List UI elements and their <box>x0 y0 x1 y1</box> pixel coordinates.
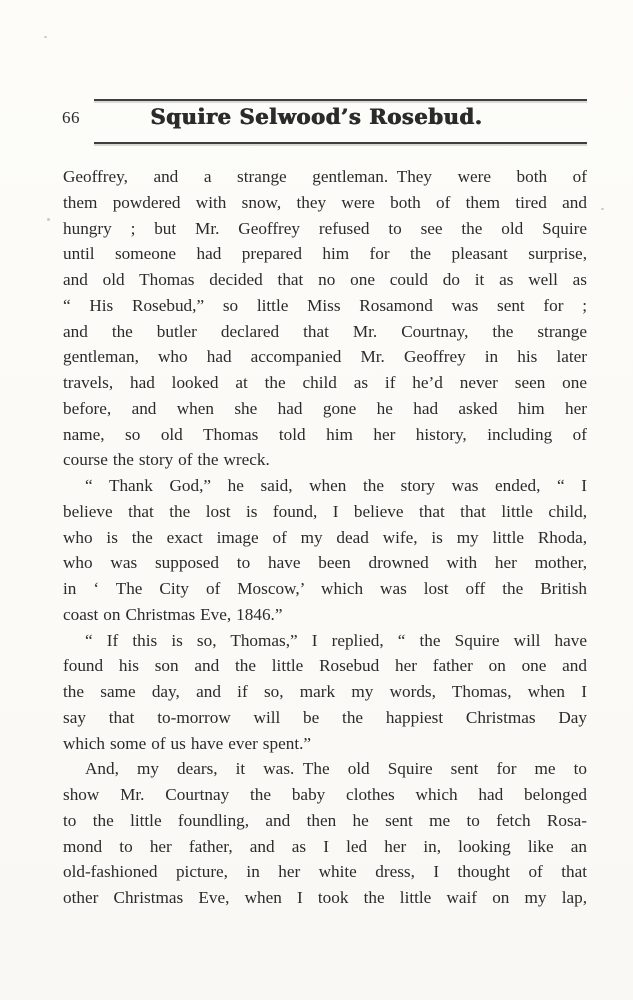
text-line: travels, had looked at the child as if he’d never seen one <box>63 373 587 392</box>
header-rule-top <box>94 99 587 101</box>
text-line: show Mr. Courtnay the baby clothes which had belonged <box>63 785 587 804</box>
text-line: Geoffrey, and a strange gentleman. They were both of <box>63 167 587 186</box>
text-line: who was supposed to have been drowned with her mother, <box>63 553 587 573</box>
scan-speck <box>601 208 604 210</box>
text-line: course the story of the wreck. <box>63 450 270 470</box>
text-line: found his son and the little Rosebud her father on one and <box>63 656 587 676</box>
text-line: coast on Christmas Eve, 1846.” <box>63 604 283 624</box>
text-line: gentleman, who had accompanied Mr. Geoffrey in his later <box>63 347 587 367</box>
text-line: before, and when she had gone he had asked him her <box>63 398 587 418</box>
text-line: “ Thank God,” he said, when the story was ended, “ I <box>85 476 587 495</box>
text-line: in ‘ The City of Moscow,’ which was lost off the British <box>63 579 587 598</box>
scan-speck <box>47 218 50 221</box>
text-line: old-fashioned picture, in her white dress, I thought of that <box>63 862 587 882</box>
running-header-title: Squire Selwood’s Rosebud. <box>150 104 483 129</box>
scan-speck <box>44 36 47 38</box>
text-line: and the butler declared that Mr. Courtnay, the strange <box>63 321 587 341</box>
text-line: to the little foundling, and then he sent me to fetch Rosa- <box>63 810 587 830</box>
page-body <box>63 164 587 911</box>
text-line: “ His Rosebud,” so little Miss Rosamond was sent for ; <box>63 295 587 315</box>
text-line: believe that the lost is found, I believe that that little child, <box>63 501 587 521</box>
text-line: say that to-morrow will be the happiest Christmas Day <box>63 707 587 727</box>
text-line: until someone had prepared him for the pleasant surprise, <box>63 244 587 264</box>
header-rule-bottom <box>94 142 587 144</box>
text-line: who is the exact image of my dead wife, is my little Rhoda, <box>63 527 587 547</box>
text-line: them powdered with snow, they were both of them tired and <box>63 192 587 212</box>
text-line: other Christmas Eve, when I took the little waif on my lap, <box>63 888 587 907</box>
text-line: mond to her father, and as I led her in, looking like an <box>63 836 587 856</box>
text-line: hungry ; but Mr. Geoffrey refused to see the old Squire <box>63 218 587 238</box>
text-line: the same day, and if so, mark my words, Thomas, when I <box>63 682 587 701</box>
text-line: “ If this is so, Thomas,” I replied, “ the Squire will have <box>85 630 587 650</box>
text-line: name, so old Thomas told him her history, including of <box>63 424 587 444</box>
text-line: And, my dears, it was. The old Squire sent for me to <box>85 759 587 779</box>
page-number: 66 <box>62 108 80 127</box>
text-line: and old Thomas decided that no one could do it as well as <box>63 270 587 289</box>
text-line: which some of us have ever spent.” <box>63 733 312 753</box>
